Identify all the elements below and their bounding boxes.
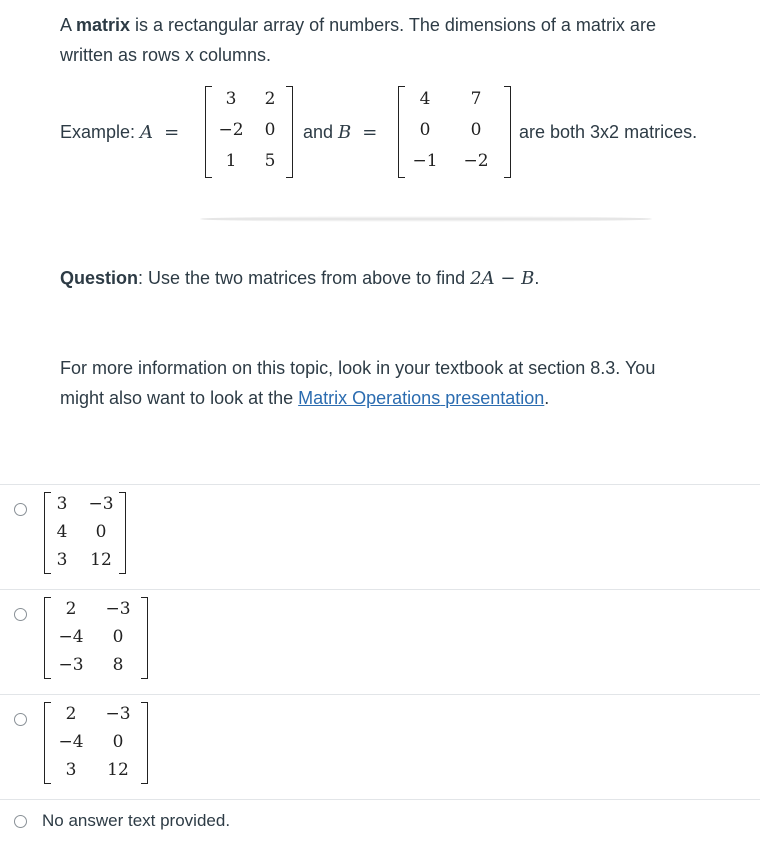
and-text: and [303, 122, 339, 142]
both-matrices-text: are both 3x2 matrices. [519, 122, 698, 142]
answer-divider [0, 694, 760, 695]
question-expression: 2A − B [470, 268, 535, 289]
answer-cell: 4 [56, 522, 68, 542]
answer-cell: 12 [107, 760, 129, 780]
example-label: Example: [60, 122, 141, 142]
section-divider [200, 216, 652, 222]
bracket-right [286, 86, 293, 178]
matrix-b-name: B [338, 122, 352, 143]
info-line-2 [60, 383, 549, 413]
question-line [60, 263, 539, 294]
answer-radio-1[interactable] [14, 503, 27, 516]
answer-cell: 8 [112, 655, 124, 675]
answer-divider [0, 484, 760, 485]
answer-cell: −4 [58, 627, 84, 647]
matrix-a [205, 86, 293, 178]
intro-bold-term: matrix [76, 15, 131, 35]
question-label: Question [60, 268, 139, 288]
info-text: might also want to look at the [60, 388, 299, 408]
bracket-left [44, 492, 51, 574]
answer-matrix-3[interactable] [44, 702, 148, 784]
answer-matrix-2[interactable] [44, 597, 148, 679]
answer-cell: −3 [58, 655, 84, 675]
matrix-b-cell: 7 [470, 89, 482, 109]
matrix-b [398, 86, 511, 178]
bracket-right [119, 492, 126, 574]
info-end: . [544, 388, 550, 408]
bracket-right [141, 597, 148, 679]
equals-sign-b: = [362, 122, 378, 143]
example-label-line [60, 117, 179, 148]
question-text: : Use the two matrices from above to find [138, 268, 471, 288]
matrix-b-cell: 0 [470, 120, 482, 140]
bracket-right [141, 702, 148, 784]
matrix-b-cell: 4 [419, 89, 431, 109]
link-text-1: Matrix Operations [298, 388, 441, 408]
intro-text-2: is a rectangular array of numbers. The dimensions of a matrix are [130, 15, 656, 35]
answer-divider [0, 799, 760, 800]
answer-cell: 3 [65, 760, 77, 780]
matrix-b-cell: −2 [463, 151, 489, 171]
answer-radio-2[interactable] [14, 608, 27, 621]
matrix-a-cell: 2 [264, 89, 276, 109]
bracket-left [398, 86, 405, 178]
intro-text-1: A [60, 15, 77, 35]
info-line-1: For more information on this topic, look in your textbook at section 8.3. You [60, 358, 656, 378]
bracket-left [44, 597, 51, 679]
answer-radio-3[interactable] [14, 713, 27, 726]
matrix-a-cell: 5 [264, 151, 276, 171]
bracket-left [205, 86, 212, 178]
matrix-b-cell: 0 [419, 120, 431, 140]
question-end: . [534, 268, 540, 288]
answer-radio-4[interactable] [14, 815, 27, 828]
matrix-operations-link[interactable] [298, 388, 544, 408]
bracket-left [44, 702, 51, 784]
answer-cell: 0 [112, 627, 124, 647]
matrix-a-cell: 3 [225, 89, 237, 109]
and-b-label [303, 117, 377, 148]
answer-cell: 3 [56, 550, 68, 570]
answer-cell: −3 [88, 494, 114, 514]
answer-cell: 3 [56, 494, 68, 514]
matrix-a-cell: −2 [218, 120, 244, 140]
bracket-right [504, 86, 511, 178]
answer-text-4[interactable]: No answer text provided. [42, 811, 231, 830]
matrix-a-cell: 1 [225, 151, 237, 171]
equals-sign-a: = [164, 122, 180, 143]
answer-cell: 0 [95, 522, 107, 542]
intro-line-1 [60, 10, 656, 40]
answer-matrix-1[interactable] [44, 492, 126, 574]
answer-cell: −3 [105, 704, 131, 724]
matrix-a-name: A [140, 122, 154, 143]
answer-cell: 2 [65, 599, 77, 619]
answer-cell: −3 [105, 599, 131, 619]
answer-cell: 12 [90, 550, 112, 570]
answer-cell: 0 [112, 732, 124, 752]
answer-divider [0, 589, 760, 590]
intro-line-2: written as rows x columns. [60, 45, 272, 65]
answer-cell: −4 [58, 732, 84, 752]
matrix-b-cell: −1 [412, 151, 438, 171]
link-text-2: presentation [445, 388, 545, 408]
answer-cell: 2 [65, 704, 77, 724]
matrix-a-cell: 0 [264, 120, 276, 140]
